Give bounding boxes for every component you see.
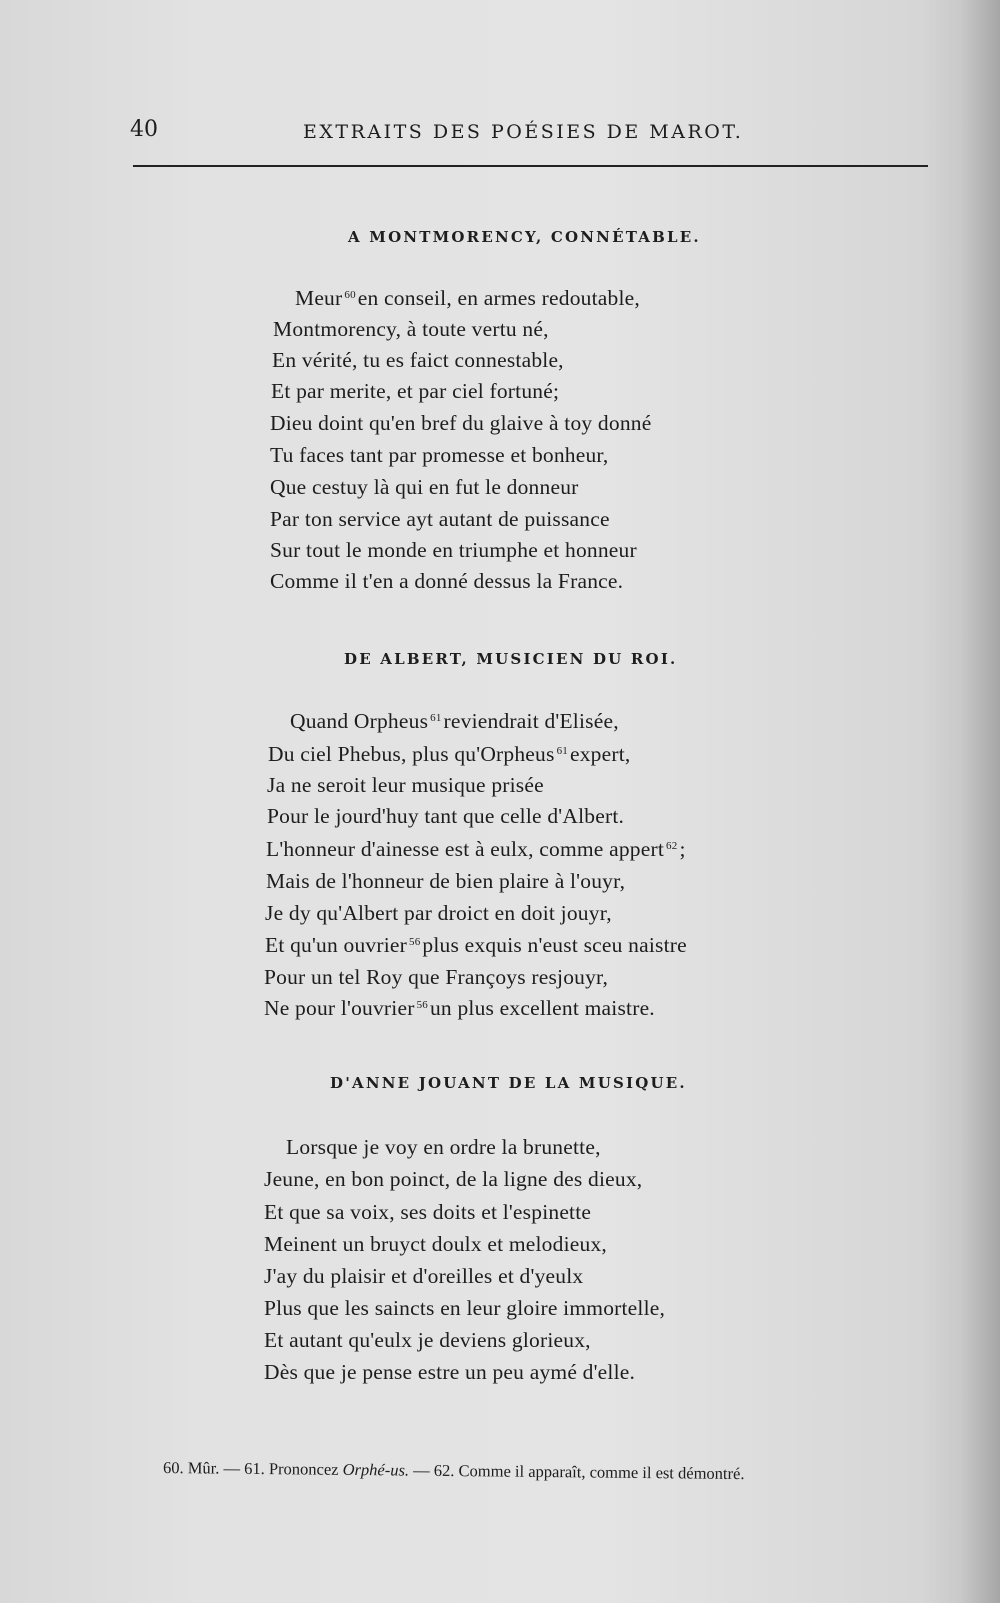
verse-line: Dieu doint qu'en bref du glaive à toy donné bbox=[270, 411, 652, 435]
verse-line: Que cestuy là qui en fut le donneur bbox=[270, 475, 579, 499]
verse-line: Ne pour l'ouvrier $^{56}$un plus excellent maistre. bbox=[264, 996, 655, 1020]
verse-line: Pour un tel Roy que Françoys resjouyr, bbox=[264, 965, 609, 989]
poem-title: A MONTMORENCY, CONNÉTABLE. bbox=[348, 228, 701, 246]
verse-line: Et autant qu'eulx je deviens glorieux, bbox=[264, 1328, 591, 1352]
page-edge-shadow bbox=[960, 0, 1000, 1603]
page-number: 40 bbox=[130, 117, 158, 142]
verse-line: En vérité, tu es faict connestable, bbox=[272, 348, 564, 372]
verse-line: Montmorency, à toute vertu né, bbox=[273, 317, 549, 341]
poem-title: DE ALBERT, MUSICIEN DU ROI. bbox=[344, 650, 678, 668]
verse-line: Lorsque je voy en ordre la brunette, bbox=[286, 1135, 601, 1159]
verse-line: Dès que je pense estre un peu aymé d'elle. bbox=[264, 1360, 636, 1384]
verse-line: Et par merite, et par ciel fortuné; bbox=[271, 379, 560, 403]
verse-line: Du ciel Phebus, plus qu'Orpheus $^{61}$expert, bbox=[268, 742, 631, 766]
verse-line: Pour le jourd'huy tant que celle d'Albert. bbox=[267, 804, 625, 828]
verse-line: Quand Orpheus $^{61}$reviendrait d'Elisée, bbox=[290, 709, 619, 733]
verse-line: Tu faces tant par promesse et bonheur, bbox=[270, 443, 609, 467]
verse-line: Ja ne seroit leur musique prisée bbox=[267, 773, 544, 797]
verse-line: Je dy qu'Albert par droict en doit jouyr, bbox=[265, 901, 612, 925]
verse-line: Mais de l'honneur de bien plaire à l'ouyr, bbox=[266, 869, 626, 893]
poem-title: D'ANNE JOUANT DE LA MUSIQUE. bbox=[330, 1074, 687, 1092]
verse-line: Meur $^{60}$en conseil, en armes redoutable, bbox=[295, 286, 640, 310]
header-rule bbox=[133, 165, 928, 167]
footnotes: 60. Mûr. — 61. Prononcez Orphé-us. — 62. Comme il apparaît, comme il est démontré. bbox=[162, 1458, 745, 1484]
running-head bbox=[130, 117, 927, 157]
running-title: EXTRAITS DES POÉSIES DE MAROT. bbox=[303, 121, 744, 143]
verse-line: Par ton service ayt autant de puissance bbox=[270, 507, 610, 531]
verse-line: Plus que les saincts en leur gloire immortelle, bbox=[264, 1296, 666, 1320]
verse-line: Et que sa voix, ses doits et l'espinette bbox=[264, 1200, 592, 1224]
verse-line: J'ay du plaisir et d'oreilles et d'yeulx bbox=[264, 1264, 584, 1288]
verse-line: Comme il t'en a donné dessus la France. bbox=[270, 569, 624, 593]
verse-line: Sur tout le monde en triumphe et honneur bbox=[270, 538, 637, 562]
verse-line: Et qu'un ouvrier $^{56}$plus exquis n'eust sceu naistre bbox=[265, 933, 687, 957]
verse-line: L'honneur d'ainesse est à eulx, comme appert $^{62}$; bbox=[266, 837, 686, 861]
verse-line: Meinent un bruyct doulx et melodieux, bbox=[264, 1232, 607, 1256]
verse-line: Jeune, en bon poinct, de la ligne des dieux, bbox=[264, 1167, 643, 1191]
